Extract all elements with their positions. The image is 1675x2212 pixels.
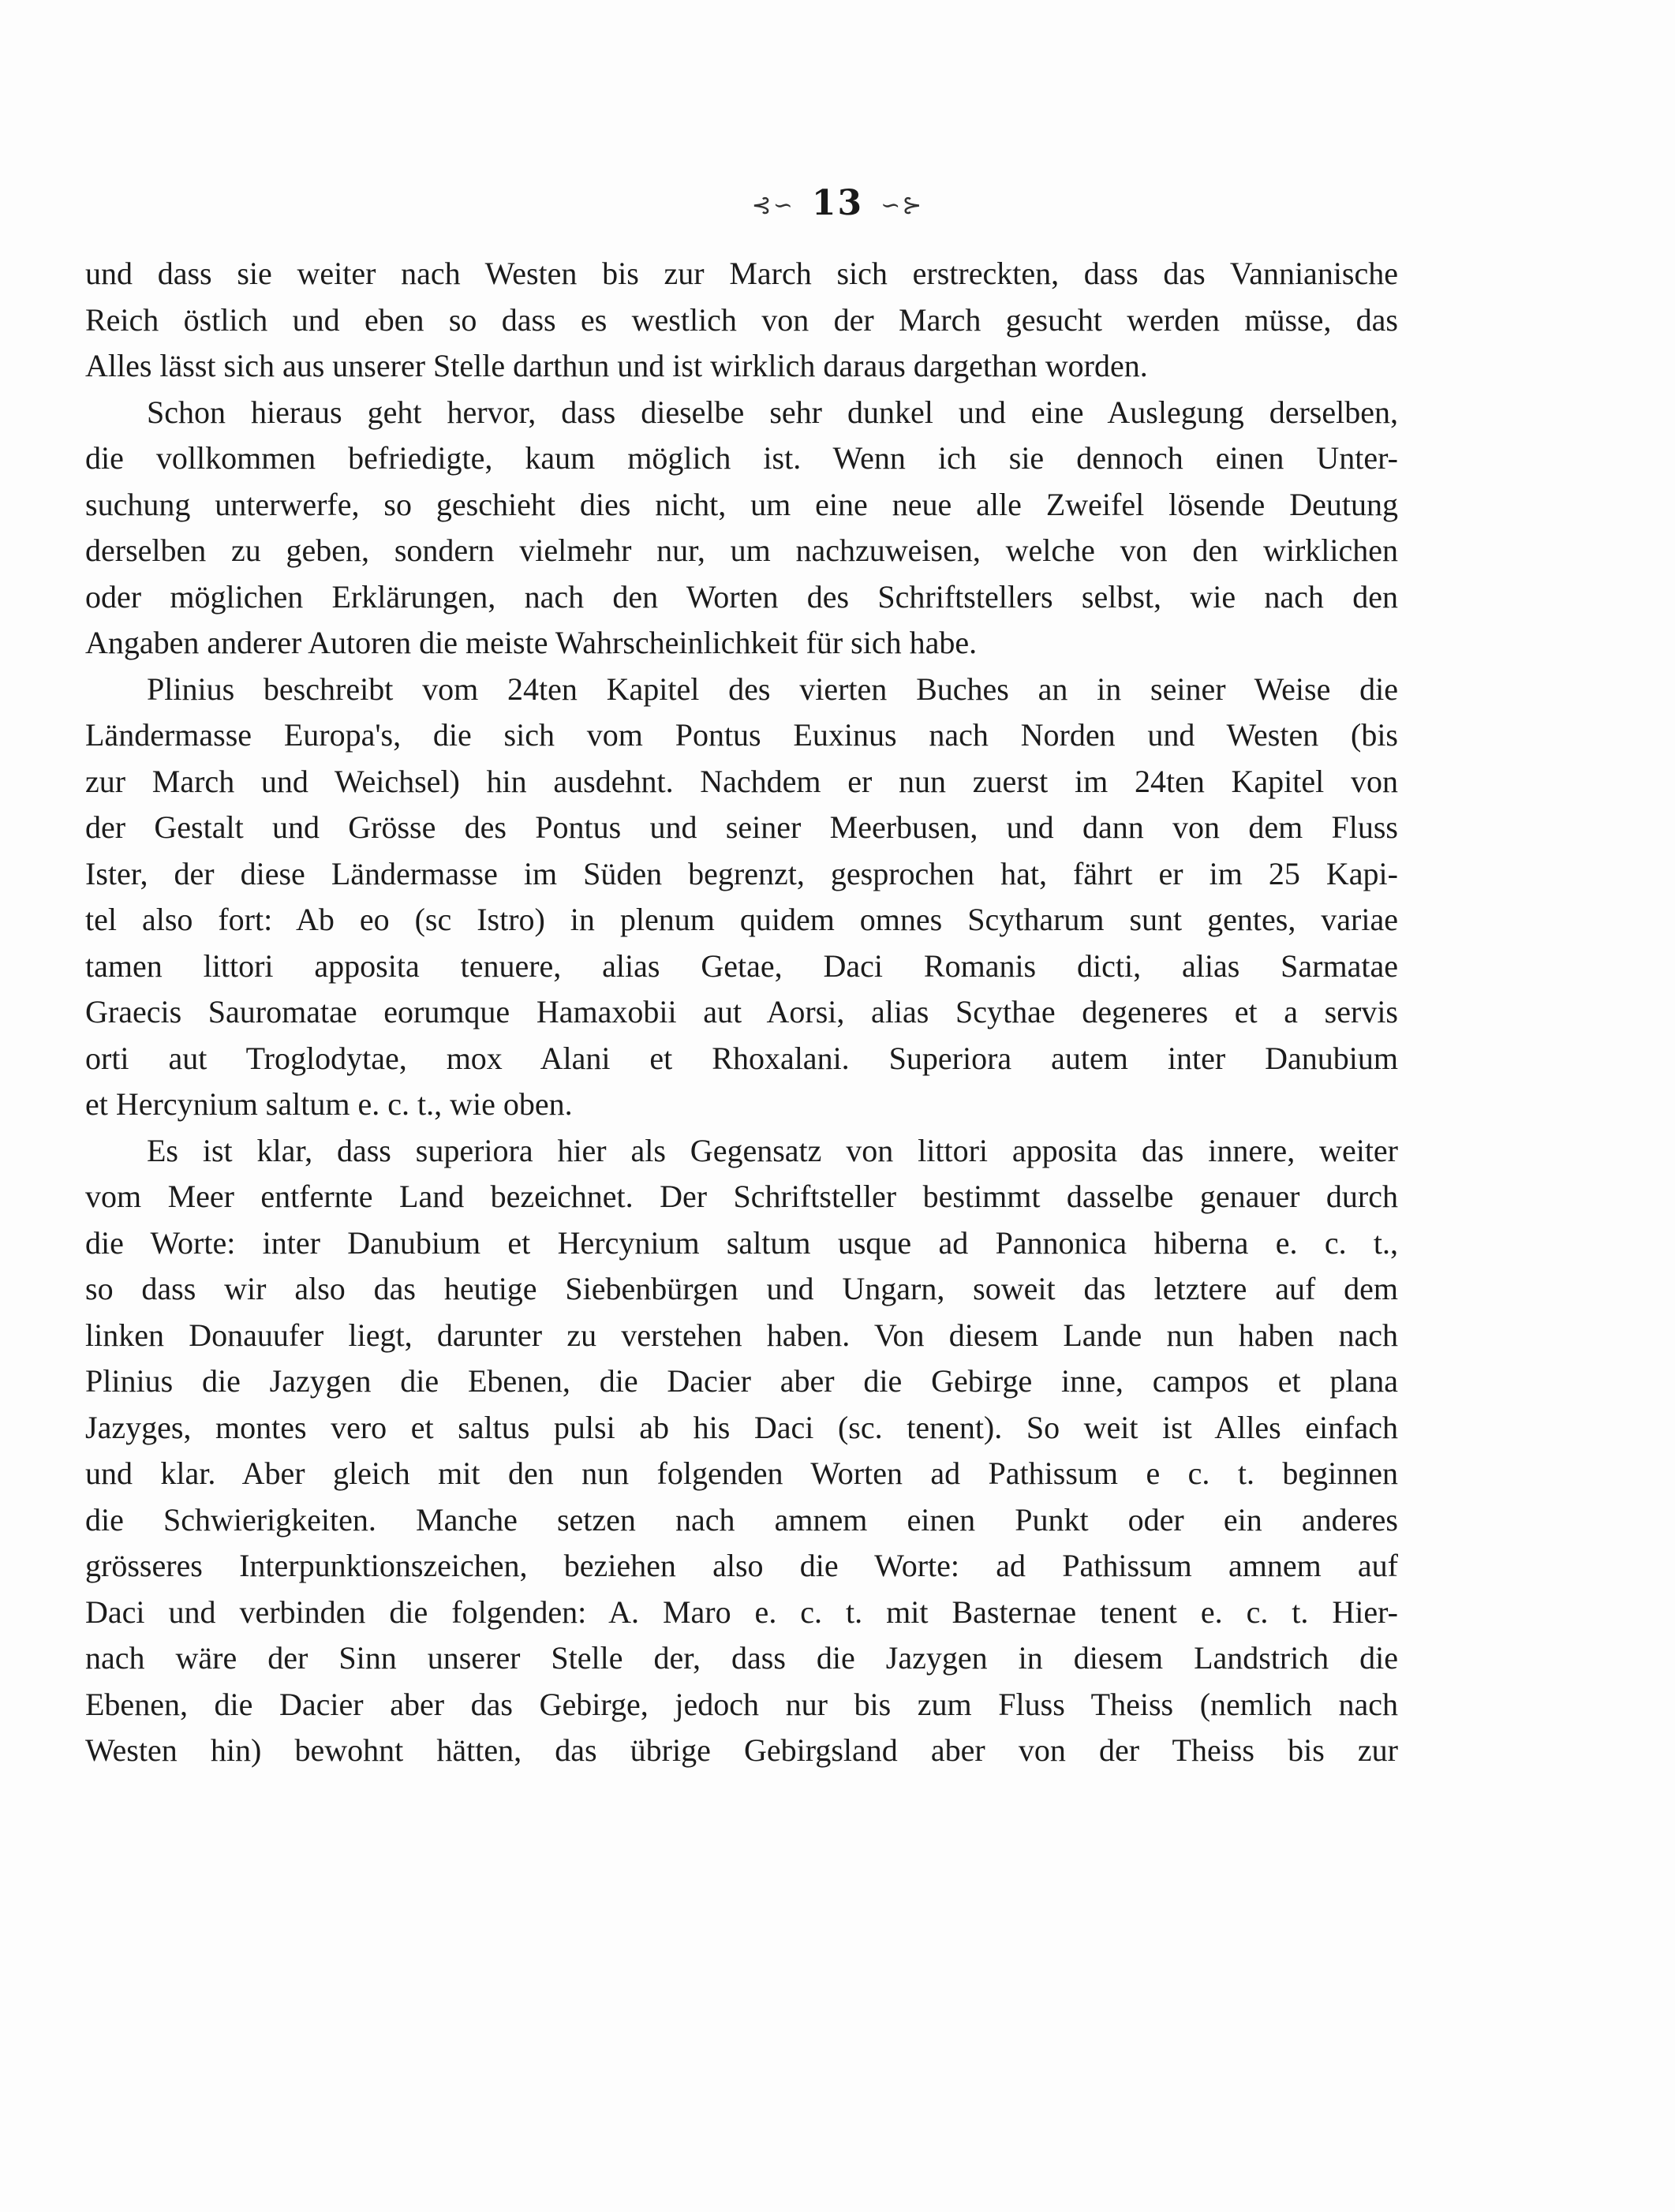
page-header <box>0 183 1675 223</box>
text-line: Graecis Sauromatae eorumque Hamaxobii aut Aorsi, alias Scythae degeneres et a servis <box>85 994 1398 1029</box>
text-line: Alles lässt sich aus unserer Stelle darthun und ist wirklich daraus dargethan worden. <box>85 348 1148 383</box>
left-ornament-icon: ⊰∽ <box>751 192 795 219</box>
page-number: 13 <box>811 183 864 223</box>
text-line: die vollkommen befriedigte, kaum möglich ist. Wenn ich sie dennoch einen Unter- <box>85 440 1398 476</box>
text-line: tamen littori apposita tenuere, alias Getae, Daci Romanis dicti, alias Sarmatae <box>85 947 1398 984</box>
text-line: Plinius die Jazygen die Ebenen, die Dacier aber die Gebirge inne, campos et plana <box>85 1363 1398 1399</box>
text-line: zur March und Weichsel) hin ausdehnt. Nachdem er nun zuerst im 24ten Kapitel von <box>85 763 1398 799</box>
text-line: Ebenen, die Dacier aber das Gebirge, jedoch nur bis zum Fluss Theiss (nemlich nach <box>85 1686 1398 1722</box>
text-line: Jazyges, montes vero et saltus pulsi ab his Daci (sc. tenent). So weit ist Alles einfach <box>85 1409 1398 1445</box>
right-ornament-icon: ∽⊱ <box>880 192 924 219</box>
text-line: Ländermasse Europa's, die sich vom Pontus Euxinus nach Norden und Westen (bis <box>85 717 1398 753</box>
text-line: oder möglichen Erklärungen, nach den Worten des Schriftstellers selbst, wie nach den <box>85 578 1398 615</box>
text-line: et Hercynium saltum e. c. t., wie oben. <box>85 1086 573 1122</box>
text-line: die Worte: inter Danubium et Hercynium saltum usque ad Pannonica hiberna e. c. t., <box>85 1224 1398 1261</box>
text-line: Daci und verbinden die folgenden: A. Maro e. c. t. mit Basternae tenent e. c. t. Hier- <box>85 1594 1398 1630</box>
text-line: Es ist klar, dass superiora hier als Gegensatz von littori apposita das innere, weiter <box>147 1132 1398 1168</box>
text-line: nach wäre der Sinn unserer Stelle der, dass die Jazygen in diesem Landstrich die <box>85 1640 1398 1676</box>
text-line: Plinius beschreibt vom 24ten Kapitel des vierten Buches an in seiner Weise die <box>147 671 1398 707</box>
paragraph <box>85 667 1398 1128</box>
text-line: so dass wir also das heutige Siebenbürgen und Ungarn, soweit das letztere auf dem <box>85 1271 1398 1306</box>
text-line: und dass sie weiter nach Westen bis zur March sich erstreckten, dass das Vannianische <box>85 256 1398 291</box>
text-line: und klar. Aber gleich mit den nun folgenden Worten ad Pathissum e c. t. beginnen <box>85 1455 1398 1491</box>
text-line: derselben zu geben, sondern vielmehr nur, um nachzuweisen, welche von den wirklichen <box>85 532 1398 568</box>
text-line: die Schwierigkeiten. Manche setzen nach amnem einen Punkt oder ein anderes <box>85 1501 1398 1538</box>
text-line: der Gestalt und Grösse des Pontus und seiner Meerbusen, und dann von dem Fluss <box>85 809 1398 845</box>
paragraph <box>85 1128 1398 1774</box>
text-line: Reich östlich und eben so dass es westlich von der March gesucht werden müsse, das <box>85 301 1398 338</box>
body-text <box>85 251 1398 1774</box>
text-line: orti aut Troglodytae, mox Alani et Rhoxalani. Superiora autem inter Danubium <box>85 1040 1398 1076</box>
text-line: grösseres Interpunktionszeichen, beziehen also die Worte: ad Pathissum amnem auf <box>85 1548 1398 1583</box>
paragraph <box>85 251 1398 390</box>
text-line: Schon hieraus geht hervor, dass dieselbe sehr dunkel und eine Auslegung derselben, <box>147 394 1398 430</box>
text-line: vom Meer entfernte Land bezeichnet. Der Schriftsteller bestimmt dasselbe genauer durch <box>85 1179 1398 1214</box>
text-line: Angaben anderer Autoren die meiste Wahrscheinlichkeit für sich habe. <box>85 625 978 660</box>
text-line: suchung unterwerfe, so geschieht dies nicht, um eine neue alle Zweifel lösende Deutung <box>85 486 1398 522</box>
text-line: Westen hin) bewohnt hätten, das übrige Gebirgsland aber von der Theiss bis zur <box>85 1732 1398 1768</box>
text-line: Ister, der diese Ländermasse im Süden begrenzt, gesprochen hat, fährt er im 25 Kapi- <box>85 855 1398 891</box>
text-line: tel also fort: Ab eo (sc Istro) in plenum quidem omnes Scytharum sunt gentes, variae <box>85 902 1398 937</box>
paragraph <box>85 390 1398 667</box>
text-line: linken Donauufer liegt, darunter zu verstehen haben. Von diesem Lande nun haben nach <box>85 1317 1398 1353</box>
